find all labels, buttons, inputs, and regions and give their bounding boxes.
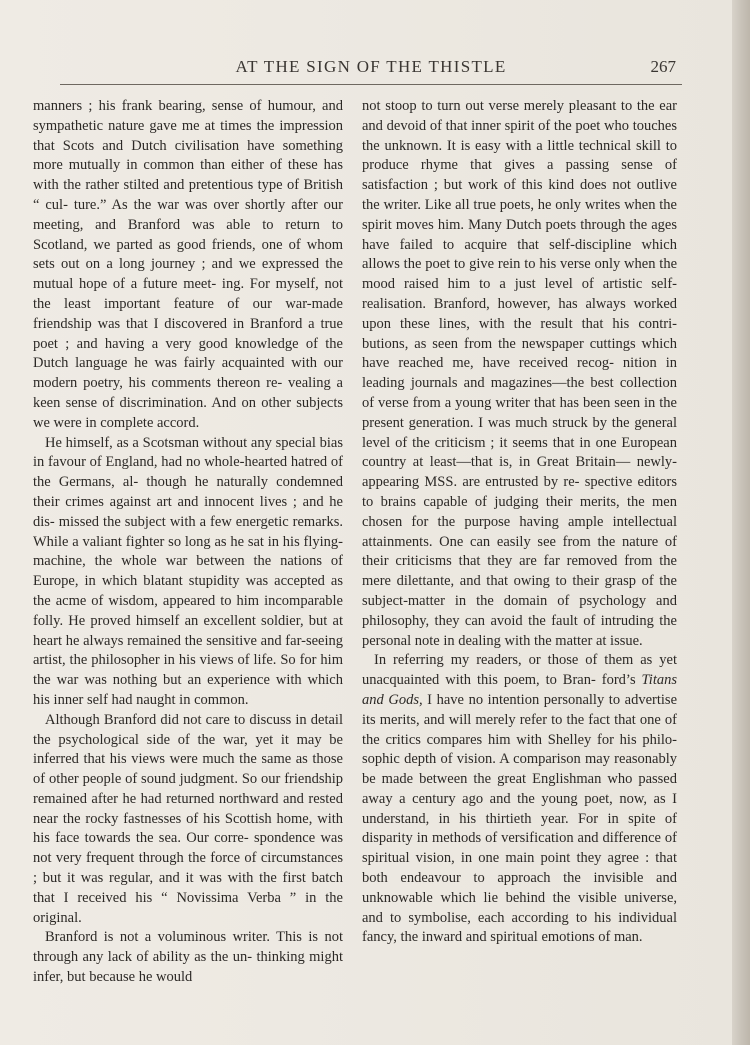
left-paragraph-4: Branford is not a voluminous writer. This is not through any lack of ability as the un- thinking might infer, but because he would bbox=[33, 929, 343, 986]
right-column bbox=[362, 97, 677, 948]
right-paragraph-2 bbox=[362, 651, 677, 948]
left-paragraph-1: manners ; his frank bearing, sense of humour, and sympathetic nature gave me at times the impression that Scots and Dutch civilisation have something more mutually in common than either of these has with the rather stilted and pretentious type of British “ cul- ture.” As the war was over shortly after our meeting, and Branford was able to return to Scotland, we parted as good friends, one of whom sets out on a long journey ; and we expressed the mutual hope of a future meet- ing. For myself, not the least important feature of our war-made friendship was that I discovered in Branford a true poet ; and having a very good knowledge of the Dutch language he was fairly acquainted with our modern poetry, his comments thereon re- vealing a keen sense of discrimination. And on other subjects we were in complete accord. bbox=[33, 98, 343, 431]
running-head: AT THE SIGN OF THE THISTLE bbox=[235, 57, 507, 76]
left-paragraph-2: He himself, as a Scotsman without any special bias in favour of England, had no whole-hearted hatred of the Germans, al- though he naturally condemned their crimes against art and innocent lives ; and he dis- missed the subject with a few energetic remarks. While a valiant fighter so long as he sat in his flying-machine, the whole war between the nations of Europe, in which blatant stupidity was accepted as the acme of wisdom, appeared to him incomparable folly. He proved himself an excellent soldier, but at heart he always remained the sensitive and far-seeing artist, the philosopher in his views of life. So for him the war was nothing but an experience with which his inner self had naught in common. bbox=[33, 434, 343, 708]
book-title: Titans and Gods, bbox=[362, 672, 677, 708]
page-number: 267 bbox=[650, 57, 676, 76]
left-column bbox=[33, 97, 343, 988]
header-rule bbox=[60, 84, 682, 85]
paragraph-text-after-title: I have no intention personally to advertise its merits, and will merely refer to the fact that one of the critics compares him with Shelley for his philo- sophic depth of vision. A comparison may reasonably be made between the great Englishman who passed away a century ago and the young poet, now, as I understand, in his thirtieth year. For in spite of disparity in methods of versification and difference of spiritual vision, in one main point they agree : that both endeavour to approach the invisible and unknowable which lie behind the visible universe, and to symbolise, each according to his individual fancy, the inward and spiritual emotions of man. bbox=[362, 691, 678, 946]
paragraph-text-before-title: In referring my readers, or those of them as yet unacquainted with this poem, to Bran- ford’s bbox=[362, 652, 677, 689]
left-paragraph-3: Although Branford did not care to discuss in detail the psychological side of the war, yet it may be inferred that his views were much the same as those of other people of sound judgment. So our friendship remained after he had returned northward and rested near the rocky fastnesses of his Scottish home, with his face towards the sea. Our corre- spondence was not very frequent through the force of circumstances ; but it was regular, and it was with the first batch that I received his “ Novissima Verba ” in the original. bbox=[33, 711, 343, 926]
page-edge bbox=[732, 0, 750, 1045]
page-header bbox=[60, 57, 682, 81]
right-paragraph-1: not stoop to turn out verse merely pleasant to the ear and devoid of that inner spirit of the poet who touches the unknown. It is easy with a little technical skill to produce rhyme that gives a passing sense of satisfaction ; but work of this kind does not outlive the writer. Like all true poets, he only writes when the spirit moves him. Many Dutch poets through the ages have failed to acquire that self-discipline which allows the poet to give rein to his verse only when the mood raised him to a just level of artistic self-realisation. Branford, however, has always worked upon these lines, with the result that his contri- butions, as seen from the newspaper cuttings which have reached me, have received recog- nition in leading journals and magazines—the best collection of verse from a young writer that has been seen in the present generation. I was much struck by the general level of the criticism ; it seems that in one European country at least—that is, in Great Britain— newly-appearing MSS. are entrusted by re- spective editors to brains capable of judging their merits, the men chosen for the purpose having ample intellectual attainments. One can easily see from the nature of their criticisms that they are far removed from the mere dilettante, and that owing to their grasp of the subject-matter in the domain of psychology and philosophy, they can avoid the fault of intruding the personal note in dealing with the matter at issue. bbox=[362, 98, 677, 649]
